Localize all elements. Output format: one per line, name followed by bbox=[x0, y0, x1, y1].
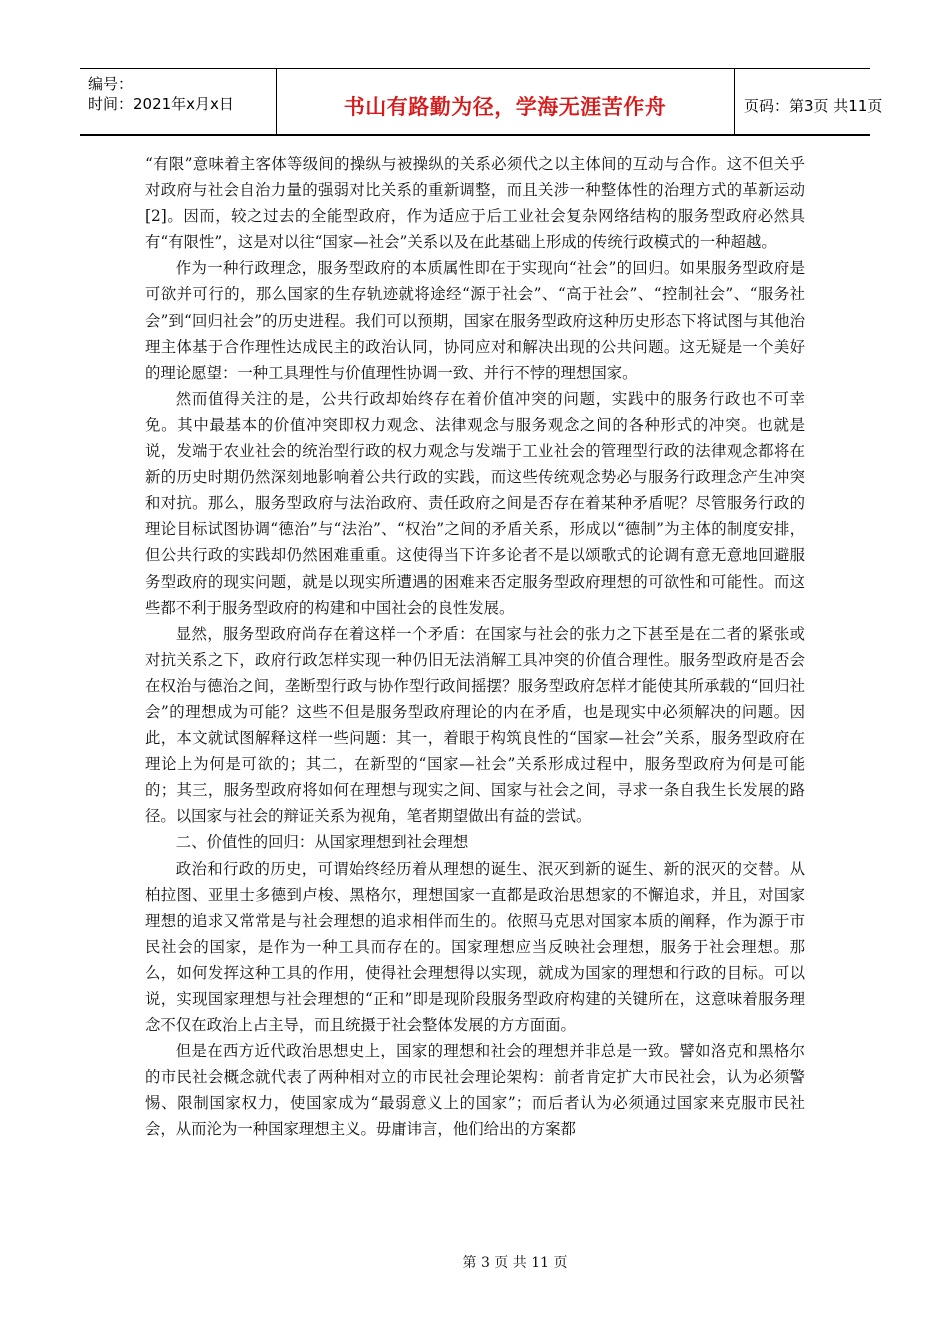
header-info-cell bbox=[80, 69, 277, 134]
document-body bbox=[145, 151, 805, 1143]
header-motto-cell bbox=[276, 69, 735, 134]
body-paragraph-1: “有限”意味着主客体等级间的操纵与被操纵的关系必须代之以主体间的互动与合作。这不但关乎对政府与社会自治力量的强弱对比关系的重新调整，而且关涉一种整体性的治理方式的革新运动[2]。因而，较之过去的全能型政府，作为适应于后工业社会复杂网络结构的服务型政府必然具有“有限性”，这是对以往“国家—社会”关系以及在此基础上形成的传统行政模式的一种超越。 bbox=[145, 155, 805, 252]
header-motto: 书山有路勤为径，学海无涯苦作舟 bbox=[343, 95, 667, 119]
body-paragraph-5: 政治和行政的历史，可谓始终经历着从理想的诞生、泯灭到新的诞生、新的泯灭的交替。从柏拉图、亚里士多德到卢梭、黑格尔，理想国家一直都是政治思想家的不懈追求，并且，对国家理想的追求又常常是与社会理想的追求相伴而生的。依照马克思对国家本质的阐释，作为源于市民社会的国家，是作为一种工具而存在的。国家理想应当反映社会理想，服务于社会理想。那么，如何发挥这种工具的作用，使得社会理想得以实现，就成为国家的理想和行政的目标。可以说，实现国家理想与社会理想的“正和”即是现阶段服务型政府构建的关键所在，这意味着服务理念不仅在政治上占主导，而且统摄于社会整体发展的方方面面。 bbox=[145, 859, 805, 1035]
document-number-label: 编号： bbox=[88, 75, 134, 93]
page-footer bbox=[0, 1252, 950, 1272]
header-page-code: 页码：第3页 共11页 bbox=[744, 97, 883, 115]
body-paragraph-4: 显然，服务型政府尚存在着这样一个矛盾：在国家与社会的张力之下甚至是在二者的紧张或对抗关系之下，政府行政怎样实现一种仍旧无法消解工具冲突的价值合理性。服务型政府是否会在权治与德治之间，垄断型行政与协作型行政间摇摆？服务型政府怎样才能使其所承载的“回归社会”的理想成为可能？这些不但是服务型政府理论的内在矛盾，也是现实中必须解决的问题。因此，本文就试图解释这样一些问题：其一，着眼于构筑良性的“国家—社会”关系，服务型政府在理论上为何是可欲的；其二，在新型的“国家—社会”关系形成过程中，服务型政府为何是可能的；其三，服务型政府将如何在理想与现实之间、国家与社会之间，寻求一条自我生长发展的路径。以国家与社会的辩证关系为视角，笔者期望做出有益的尝试。 bbox=[145, 624, 805, 826]
body-paragraph-3: 然而值得关注的是，公共行政却始终存在着价值冲突的问题，实践中的服务行政也不可幸免。其中最基本的价值冲突即权力观念、法律观念与服务观念之间的各种形式的冲突。也就是说，发端于农业社会的统治型行政的权力观念与发端于工业社会的管理型行政的法律观念都将在新的历史时期仍然深刻地影响着公共行政的实践，而这些传统观念势必与服务行政理念产生冲突和对抗。那么，服务型政府与法治政府、责任政府之间是否存在着某种矛盾呢？尽管服务行政的理论目标试图协调“德治”与“法治”、“权治”之间的矛盾关系，形成以“德制”为主体的制度安排，但公共行政的实践却仍然困难重重。这使得当下许多论者不是以颂歌式的论调有意无意地回避服务型政府的现实问题，就是以现实所遭遇的困难来否定服务型政府理想的可欲性和可能性。而这些都不利于服务型政府的构建和中国社会的良性发展。 bbox=[145, 389, 805, 617]
page-header bbox=[80, 68, 883, 136]
header-page-cell bbox=[734, 69, 883, 134]
section-heading: 二、价值性的回归：从国家理想到社会理想 bbox=[175, 833, 469, 852]
footer-page-number: 第 3 页 共 11 页 bbox=[462, 1255, 568, 1271]
body-paragraph-2: 作为一种行政理念，服务型政府的本质属性即在于实现向“社会”的回归。如果服务型政府是可欲并可行的，那么国家的生存轨迹就将途经“源于社会”、“高于社会”、“控制社会”、“服务社会”到“回归社会”的历史进程。我们可以预期，国家在服务型政府这种历史形态下将试图与其他治理主体基于合作理性达成民主的政治认同，协同应对和解决出现的公共问题。这无疑是一个美好的理论愿望：一种工具理性与价值理性协调一致、并行不悖的理想国家。 bbox=[145, 259, 805, 382]
document-date-label: 时间：2021年x月x日 bbox=[88, 95, 234, 113]
body-paragraph-6: 但是在西方近代政治思想史上，国家的理想和社会的理想并非总是一致。譬如洛克和黑格尔的市民社会概念就代表了两种相对立的市民社会理论架构：前者肯定扩大市民社会，认为必须警惕、限制国家权力，使国家成为“最弱意义上的国家”；而后者认为必须通过国家来克服市民社会，从而沦为一种国家理想主义。毋庸讳言，他们给出的方案都 bbox=[145, 1042, 805, 1139]
